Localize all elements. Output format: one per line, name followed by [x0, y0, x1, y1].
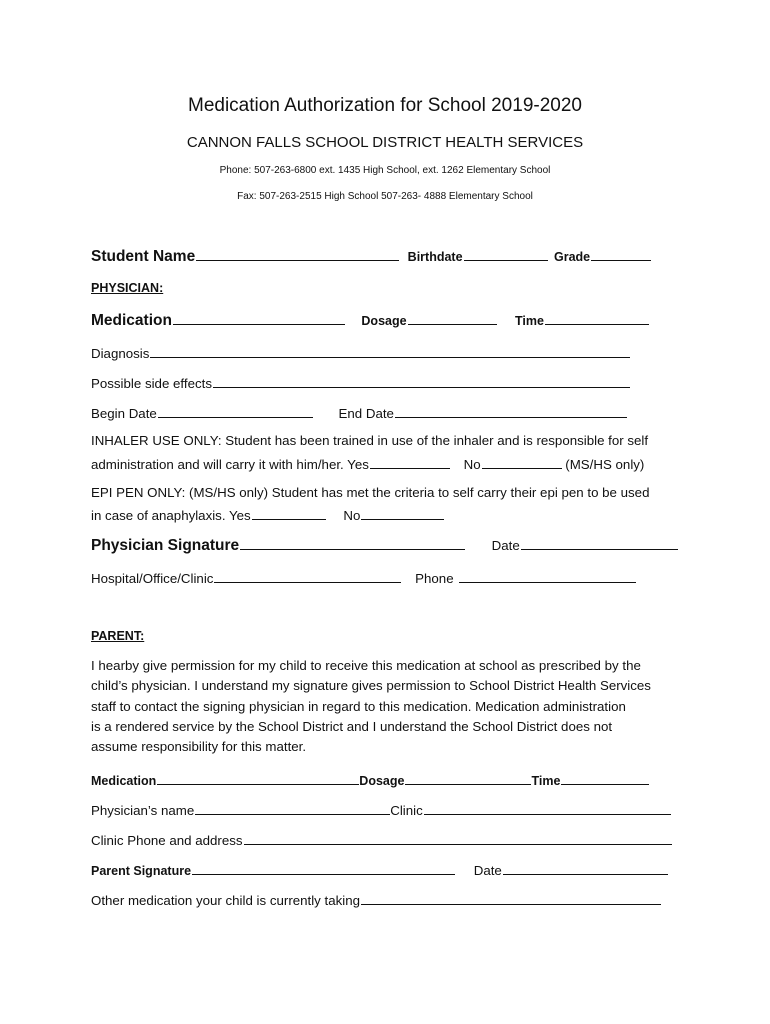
inhaler-suffix: (MS/HS only) — [565, 457, 645, 472]
parent-medication-label: Medication — [91, 774, 157, 788]
permission-line: is a rendered service by the School District and I understand the School District does not — [91, 718, 613, 734]
parent-heading: PARENT: — [91, 629, 145, 643]
other-meds-row — [91, 892, 661, 907]
inhaler-no-label: No — [463, 457, 481, 472]
end-date-label: End Date — [338, 406, 394, 421]
physician-date-field[interactable] — [521, 537, 678, 550]
physician-name-field[interactable] — [195, 802, 390, 815]
physician-name-row — [91, 802, 671, 817]
district-name: CANNON FALLS SCHOOL DISTRICT HEALTH SERVICES — [186, 134, 584, 151]
end-date-field[interactable] — [395, 405, 627, 418]
begin-date-label: Begin Date — [91, 406, 157, 421]
student-row — [91, 248, 651, 265]
parent-dosage-label: Dosage — [359, 774, 405, 788]
side-effects-label: Possible side effects — [91, 376, 212, 391]
epi-no-field[interactable] — [361, 507, 444, 520]
page-title: Medication Authorization for School 2019-2020 — [188, 95, 582, 116]
physician-date-label: Date — [491, 538, 520, 553]
physician-phone-field[interactable] — [459, 570, 636, 583]
parent-medication-row — [91, 772, 649, 788]
physician-signature-label: Physician Signature — [91, 537, 240, 554]
inhaler-line-1: INHALER USE ONLY: Student has been trained in use of the inhaler and is responsible for self — [91, 433, 649, 448]
parent-date-label: Date — [473, 863, 502, 878]
epi-yes-field[interactable] — [252, 507, 326, 520]
other-meds-field[interactable] — [361, 892, 661, 905]
parent-time-label: Time — [531, 774, 561, 788]
birthdate-field[interactable] — [464, 248, 548, 261]
phone-info: Phone: 507-263-6800 ext. 1435 High School, ext. 1262 Elementary School — [219, 165, 551, 176]
physician-name-label: Physician’s name — [91, 803, 195, 818]
parent-time-field[interactable] — [561, 772, 649, 785]
physician-phone-label: Phone — [415, 571, 454, 586]
student-name-label: Student Name — [91, 248, 196, 265]
permission-paragraph — [91, 656, 651, 757]
diagnosis-label: Diagnosis — [91, 346, 150, 361]
parent-medication-field[interactable] — [157, 772, 359, 785]
inhaler-row — [91, 456, 644, 471]
time-label: Time — [515, 314, 544, 328]
permission-line: I hearby give permission for my child to receive this medication at school as prescribed by the — [91, 658, 641, 673]
permission-line: assume responsibility for this matter. — [91, 739, 307, 755]
physician-signature-field[interactable] — [240, 537, 465, 550]
clinic-phone-field[interactable] — [244, 832, 672, 845]
physician-signature-row — [91, 537, 678, 554]
hospital-label: Hospital/Office/Clinic — [91, 571, 214, 586]
inhaler-yes-field[interactable] — [370, 456, 450, 469]
physician-medication-row — [91, 312, 649, 329]
epi-yes-label: in case of anaphylaxis. Yes — [91, 508, 251, 523]
grade-label: Grade — [554, 250, 591, 264]
date-range-row — [91, 405, 627, 420]
dosage-label: Dosage — [361, 314, 407, 328]
medication-label: Medication — [91, 312, 172, 329]
epi-no-label: No — [343, 508, 361, 523]
diagnosis-field[interactable] — [150, 345, 630, 358]
student-name-field[interactable] — [196, 248, 399, 261]
dosage-field[interactable] — [408, 312, 497, 325]
inhaler-no-field[interactable] — [482, 456, 562, 469]
diagnosis-row — [91, 345, 630, 360]
parent-date-field[interactable] — [503, 862, 668, 875]
epi-line-1: EPI PEN ONLY: (MS/HS only) Student has met the criteria to self carry their epi pen to be used — [91, 485, 650, 500]
clinic-phone-row — [91, 832, 672, 847]
parent-signature-row — [91, 862, 668, 878]
time-field[interactable] — [545, 312, 649, 325]
epi-row — [91, 507, 444, 522]
side-effects-field[interactable] — [213, 375, 630, 388]
birthdate-label: Birthdate — [407, 250, 463, 264]
parent-signature-label: Parent Signature — [91, 864, 192, 878]
parent-dosage-field[interactable] — [405, 772, 531, 785]
medication-field[interactable] — [173, 312, 345, 325]
clinic-label: Clinic — [390, 803, 423, 818]
hospital-row — [91, 570, 636, 585]
clinic-field[interactable] — [424, 802, 671, 815]
other-meds-label: Other medication your child is currently taking — [91, 893, 361, 908]
clinic-phone-label: Clinic Phone and address — [91, 833, 243, 848]
permission-line: child’s physician. I understand my signature gives permission to School District Health Services — [91, 678, 651, 694]
physician-heading: PHYSICIAN: — [91, 281, 164, 295]
hospital-field[interactable] — [214, 570, 401, 583]
begin-date-field[interactable] — [158, 405, 313, 418]
grade-field[interactable] — [591, 248, 651, 261]
inhaler-yes-label: administration and will carry it with him/her. Yes — [91, 457, 369, 472]
fax-info: Fax: 507-263-2515 High School 507-263- 4888 Elementary School — [237, 191, 533, 202]
side-effects-row — [91, 375, 630, 390]
permission-line: staff to contact the signing physician in regard to this medication. Medication administration — [91, 698, 626, 714]
parent-signature-field[interactable] — [192, 862, 455, 875]
